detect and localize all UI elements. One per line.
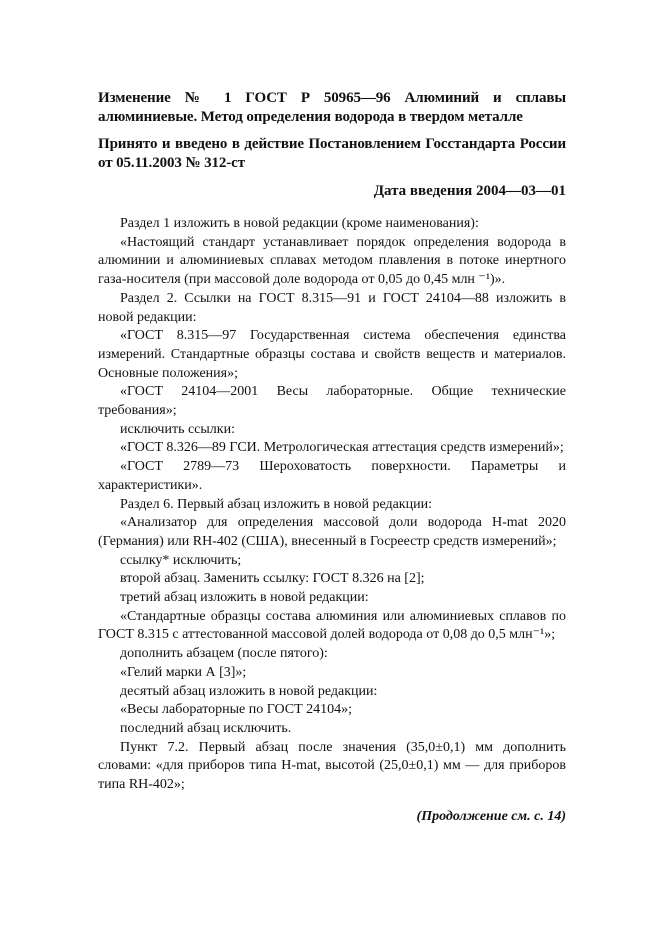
amendment-title: Изменение № 1 ГОСТ Р 50965—96 Алюминий и сплавы алюминиевые. Метод определения водорода в твердом металле: [98, 90, 566, 125]
amendment-body: [98, 215, 566, 795]
paragraph: «ГОСТ 8.326—89 ГСИ. Метрологическая аттестация средств измерений»;: [120, 440, 564, 456]
paragraph: «Анализатор для определения массовой доли водорода H-mat 2020 (Германия) или RH-402 (США), внесенный в Госреестр средств измерений»;: [98, 515, 566, 549]
paragraph: «Настоящий стандарт устанавливает порядок определения водорода в алюминии и алюминиевых сплавах методом плавления в потоке инертного газа-носителя (при массовой доле водорода от 0,05 до 0,45 млн ⁻¹)».: [98, 234, 566, 288]
paragraph: «ГОСТ 24104—2001 Весы лабораторные. Общие технические требования»;: [98, 384, 566, 419]
paragraph: последний абзац исключить.: [120, 720, 292, 736]
document-content: [98, 89, 566, 826]
paragraph: «Гелий марки А [3]»;: [120, 664, 247, 680]
paragraph: «Весы лабораторные по ГОСТ 24104»;: [120, 702, 353, 718]
paragraph: исключить ссылки:: [120, 421, 235, 437]
paragraph: третий абзац изложить в новой редакции:: [120, 590, 369, 606]
paragraph: «Стандартные образцы состава алюминия или алюминиевых сплавов по ГОСТ 8.315 с аттестованной массовой долей водорода от 0,08 до 0,5 млн⁻¹»;: [98, 608, 566, 643]
paragraph: дополнить абзацем (после пятого):: [120, 646, 328, 662]
paragraph: второй абзац. Заменить ссылку: ГОСТ 8.326 на [2];: [120, 571, 425, 587]
paragraph: «ГОСТ 8.315—97 Государственная система обеспечения единства измерений. Стандартные образцы состава и свойств веществ и материалов. Основные положения»;: [98, 328, 566, 381]
paragraph: Раздел 1 изложить в новой редакции (кроме наименования):: [120, 216, 479, 231]
paragraph: Раздел 6. Первый абзац изложить в новой редакции:: [120, 496, 432, 512]
effective-date: Дата введения 2004—03—01: [373, 183, 566, 199]
paragraph: «ГОСТ 2789—73 Шероховатость поверхности. Параметры и характеристики».: [98, 459, 566, 493]
continuation-note: (Продолжение см. с. 14): [416, 808, 566, 824]
adoption-statement: Принято и введено в действие Постановлением Госстандарта России от 05.11.2003 № 312-ст: [98, 136, 566, 171]
paragraph: десятый абзац изложить в новой редакции:: [120, 683, 378, 699]
paragraph: Раздел 2. Ссылки на ГОСТ 8.315—91 и ГОСТ 24104—88 изложить в новой редакции:: [98, 290, 566, 325]
paragraph: ссылку* исключить;: [120, 552, 242, 568]
paragraph: Пункт 7.2. Первый абзац после значения (35,0±0,1) мм дополнить словами: «для приборов типа H-mat, высотой (25,0±0,1) мм — для приборов типа RH-402»;: [98, 739, 566, 793]
